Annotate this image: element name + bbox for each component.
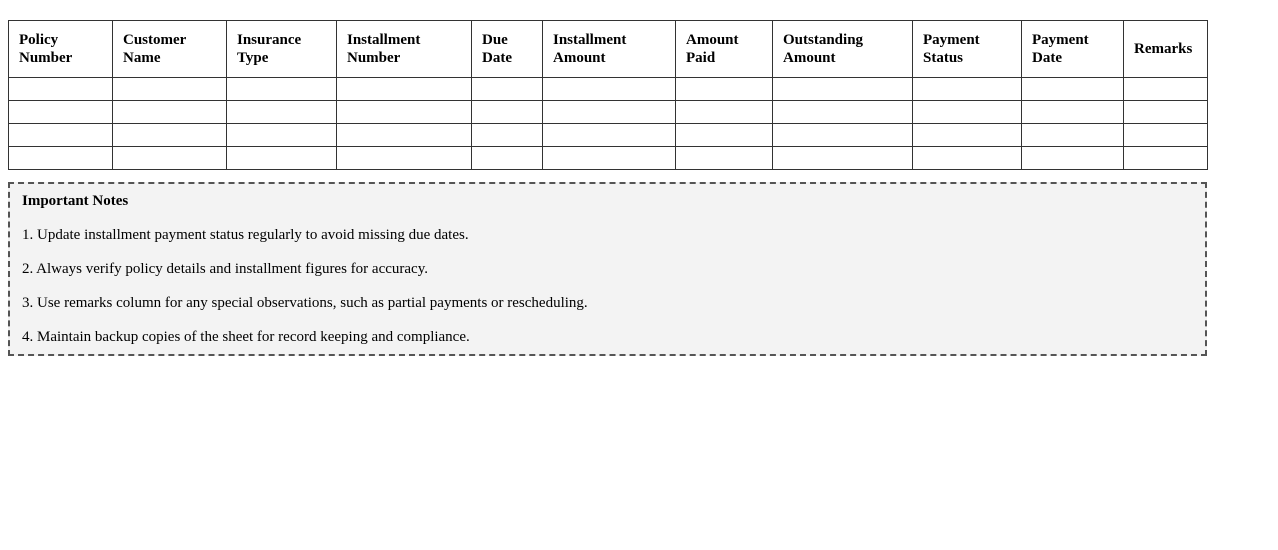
header-text: Number <box>19 50 73 66</box>
table-cell[interactable] <box>472 147 543 170</box>
column-header <box>227 21 337 78</box>
header-text: Number <box>347 50 401 66</box>
column-header <box>9 21 113 78</box>
column-header <box>337 21 472 78</box>
table-cell[interactable] <box>1022 124 1124 147</box>
table-cell[interactable] <box>1124 124 1208 147</box>
notes-title: Important Notes <box>22 193 129 209</box>
table-cell[interactable] <box>472 124 543 147</box>
important-notes <box>8 182 1207 356</box>
table-cell[interactable] <box>676 101 773 124</box>
header-text: Remarks <box>1134 41 1193 57</box>
table-cell[interactable] <box>472 78 543 101</box>
table-cell[interactable] <box>227 78 337 101</box>
column-header <box>676 21 773 78</box>
header-text: Name <box>123 50 161 66</box>
table-cell[interactable] <box>337 78 472 101</box>
table-cell[interactable] <box>1124 78 1208 101</box>
table-cell[interactable] <box>913 101 1022 124</box>
table-cell[interactable] <box>337 147 472 170</box>
table-cell[interactable] <box>113 78 227 101</box>
header-text: Due <box>482 32 508 48</box>
table-cell[interactable] <box>227 101 337 124</box>
table-cell[interactable] <box>676 78 773 101</box>
table-cell[interactable] <box>227 147 337 170</box>
table-cell[interactable] <box>773 124 913 147</box>
note-item: 2. Always verify policy details and installment figures for accuracy. <box>22 261 428 277</box>
header-text: Outstanding <box>783 32 864 48</box>
header-text: Status <box>923 50 964 66</box>
table-cell[interactable] <box>1022 101 1124 124</box>
table-cell[interactable] <box>543 147 676 170</box>
header-text: Amount <box>783 50 836 66</box>
table-cell[interactable] <box>1124 147 1208 170</box>
table-cell[interactable] <box>337 124 472 147</box>
header-text: Insurance <box>237 32 302 48</box>
table-cell[interactable] <box>676 124 773 147</box>
table-cell[interactable] <box>913 147 1022 170</box>
table-cell[interactable] <box>9 78 113 101</box>
header-text: Customer <box>123 32 187 48</box>
table-cell[interactable] <box>113 101 227 124</box>
table-cell[interactable] <box>676 147 773 170</box>
column-header <box>113 21 227 78</box>
table-cell[interactable] <box>913 124 1022 147</box>
table-cell[interactable] <box>913 78 1022 101</box>
table-cell[interactable] <box>773 101 913 124</box>
header-text: Date <box>1032 50 1062 66</box>
table-cell[interactable] <box>773 147 913 170</box>
header-text: Installment <box>347 32 421 48</box>
header-row <box>9 21 1208 78</box>
table-cell[interactable] <box>543 78 676 101</box>
table-row <box>9 101 1208 124</box>
table-cell[interactable] <box>472 101 543 124</box>
table-cell[interactable] <box>9 101 113 124</box>
header-text: Type <box>237 50 269 66</box>
table-row <box>9 147 1208 170</box>
table-cell[interactable] <box>1022 147 1124 170</box>
header-text: Date <box>482 50 512 66</box>
note-item: 3. Use remarks column for any special observations, such as partial payments or rescheduling. <box>22 295 588 311</box>
table-cell[interactable] <box>113 124 227 147</box>
installment-table <box>8 20 1208 170</box>
table-row <box>9 124 1208 147</box>
header-text: Payment <box>923 32 980 48</box>
column-header <box>1124 21 1208 78</box>
column-header <box>543 21 676 78</box>
table-cell[interactable] <box>113 147 227 170</box>
column-header <box>913 21 1022 78</box>
table-cell[interactable] <box>9 124 113 147</box>
header-text: Amount <box>553 50 606 66</box>
header-text: Paid <box>686 50 716 66</box>
table-cell[interactable] <box>1022 78 1124 101</box>
table-cell[interactable] <box>543 101 676 124</box>
table-row <box>9 78 1208 101</box>
note-item: 1. Update installment payment status regularly to avoid missing due dates. <box>22 227 469 243</box>
table-cell[interactable] <box>543 124 676 147</box>
header-text: Payment <box>1032 32 1089 48</box>
table-cell[interactable] <box>9 147 113 170</box>
column-header <box>472 21 543 78</box>
column-header <box>773 21 913 78</box>
table-cell[interactable] <box>773 78 913 101</box>
column-header <box>1022 21 1124 78</box>
header-text: Installment <box>553 32 627 48</box>
note-item: 4. Maintain backup copies of the sheet for record keeping and compliance. <box>22 329 470 345</box>
table-cell[interactable] <box>227 124 337 147</box>
table-cell[interactable] <box>337 101 472 124</box>
table-cell[interactable] <box>1124 101 1208 124</box>
header-text: Amount <box>686 32 739 48</box>
header-text: Policy <box>19 32 59 48</box>
